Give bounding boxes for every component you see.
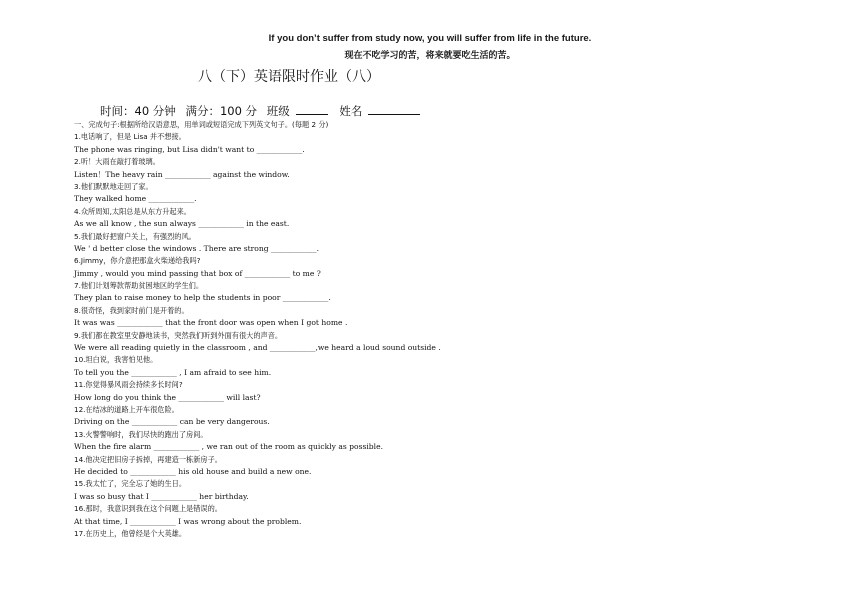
question-prompt-line: 8.很奇怪，我到家时前门是开着的。 <box>74 305 189 315</box>
question-prompt-line: 16.那时，我意识到我在这个问题上是错误的。 <box>74 504 222 514</box>
answer-sentence-line: It was was ____________ that the front door was open when I got home . <box>74 318 348 328</box>
name-blank[interactable] <box>368 102 420 115</box>
answer-sentence-line: The phone was ringing, but Lisa didn't want to ____________. <box>74 144 305 154</box>
question-prompt-line: 15.我太忙了，完全忘了她的生日。 <box>74 479 187 489</box>
question-prompt-line: 4.众所周知,太阳总是从东方升起来。 <box>74 206 191 216</box>
answer-sentence-line: As we all know , the sun always ____________ in the east. <box>74 219 290 229</box>
motto-chinese: 现在不吃学习的苦，将来就要吃生活的苦。 <box>344 51 516 61</box>
question-prompt-line: 9.我们都在教室里安静地读书，突然我们听到外面有很大的声音。 <box>74 330 283 340</box>
exercise-content <box>74 119 794 540</box>
answer-sentence-line: We ' d better close the windows . There are strong ____________. <box>74 243 320 253</box>
question-prompt-line: 10.坦白说，我害怕见他。 <box>74 355 158 365</box>
question-prompt-line: 6.Jimmy，你介意把那盒火柴递给我吗? <box>74 256 201 266</box>
full-score: 满分：100 分 <box>185 104 258 118</box>
answer-sentence-line: At that time, I ____________ I was wrong about the problem. <box>74 516 302 526</box>
answer-sentence-line: They walked home ____________. <box>74 194 197 204</box>
time-limit: 时间：40 分钟 <box>100 104 176 118</box>
motto-english: If you don’t suffer from study now, you will suffer from life in the future. <box>268 33 592 44</box>
question-prompt-line: 1.电话响了，但是 Lisa 并不想接。 <box>74 132 186 142</box>
question-prompt-line: 7.他们计划筹款帮助贫困地区的学生们。 <box>74 281 204 291</box>
question-prompt-line: 5.我们最好把窗户关上，有强烈的风。 <box>74 231 196 241</box>
answer-sentence-line: Listen！The heavy rain ____________ against the window. <box>74 169 290 179</box>
class-label: 班级 <box>266 104 290 118</box>
question-prompt-line: 14.他决定把旧房子拆掉，再建造一栋新房子。 <box>74 454 222 464</box>
answer-sentence-line: They plan to raise money to help the students in poor ____________. <box>74 293 331 303</box>
worksheet-title: 八（下）英语限时作业（八） <box>198 69 380 85</box>
question-prompt-line: 17.在历史上，他曾经是个大英雄。 <box>74 528 187 538</box>
question-prompt-line: 2.听！大雨在敲打着玻璃。 <box>74 157 160 167</box>
question-prompt-line: 一、完成句子:根据所给汉语意思，用单词或短语完成下列英文句子。(每题 2 分) <box>74 120 329 129</box>
exam-info-line <box>100 102 426 119</box>
question-prompt-line: 11.你觉得暴风雨会持续多长时间? <box>74 380 183 390</box>
question-prompt-line: 3.他们默默地走回了家。 <box>74 181 153 191</box>
answer-sentence-line: I was so busy that I ____________ her birthday. <box>74 491 249 501</box>
answer-sentence-line: When the fire alarm ____________ , we ran out of the room as quickly as possible. <box>74 442 384 452</box>
answer-sentence-line: Jimmy , would you mind passing that box of ____________ to me ? <box>74 268 321 278</box>
answer-sentence-line: We were all reading quietly in the classroom , and ____________,we heard a loud sound outside . <box>74 343 441 353</box>
question-prompt-line: 12.在结冰的道路上开车很危险。 <box>74 404 179 414</box>
answer-sentence-line: He decided to ____________ his old house and build a new one. <box>74 466 312 476</box>
answer-sentence-line: To tell you the ____________ , I am afraid to see him. <box>74 367 272 377</box>
answer-sentence-line: How long do you think the ____________ will last? <box>74 392 261 402</box>
name-label: 姓名 <box>339 104 363 118</box>
answer-sentence-line: Driving on the ____________ can be very dangerous. <box>74 417 270 427</box>
question-prompt-line: 13.火警警响时，我们尽快的跑出了房间。 <box>74 429 208 439</box>
class-blank[interactable] <box>296 102 328 115</box>
